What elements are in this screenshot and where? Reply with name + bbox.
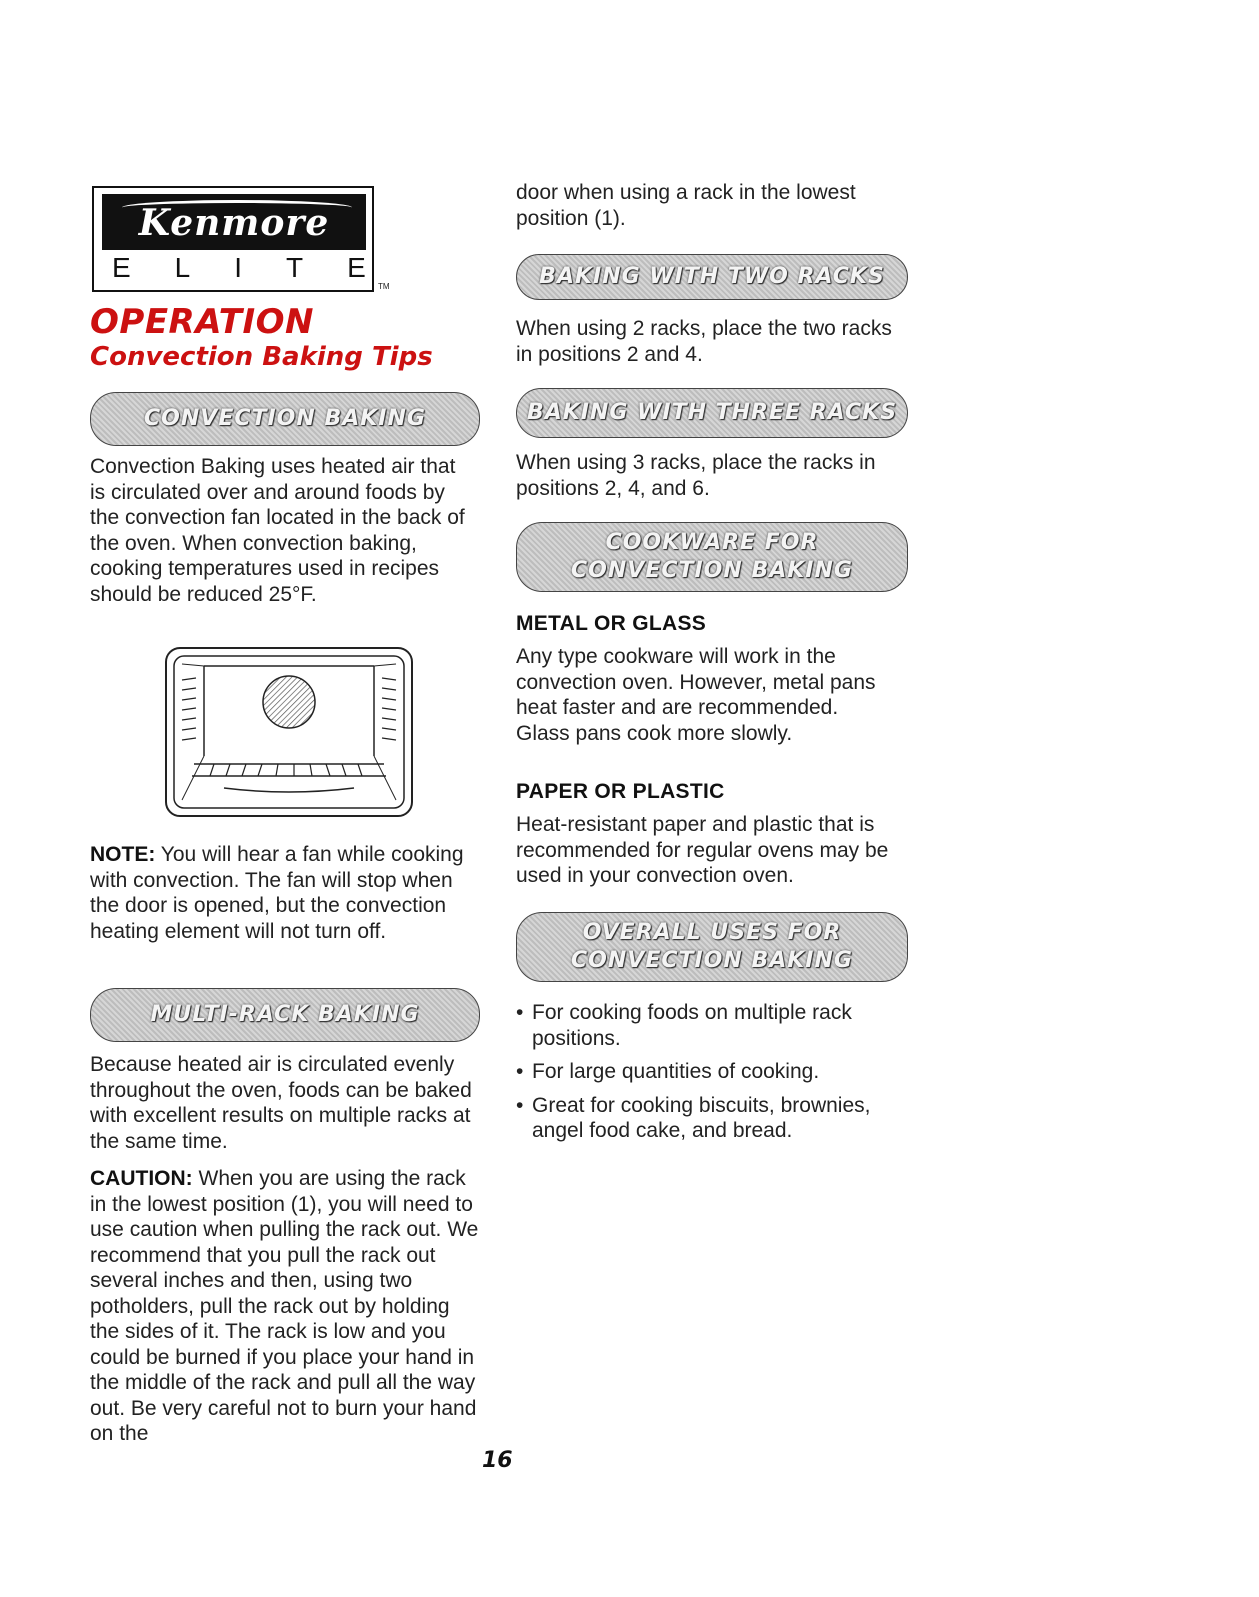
logo-brand: Kenmore [138, 202, 330, 244]
multi-rack-text: Because heated air is circulated evenly throughout the oven, foods can be baked with excellent results on multiple racks at the same time. [90, 1053, 472, 1153]
three-racks-text: When using 3 racks, place the racks in positions 2, 4, and 6. [516, 451, 876, 500]
banner-text: BAKING WITH TWO RACKS [539, 264, 885, 289]
section-banner-convection-baking [90, 392, 480, 446]
paper-plastic-text: Heat-resistant paper and plastic that is recommended for regular ovens may be used in your convection oven. [516, 813, 889, 887]
section-banner-multi-rack-baking [90, 988, 480, 1042]
logo-line: ELITE [112, 252, 410, 283]
banner-text-line2: CONVECTION BAKING [571, 558, 853, 583]
caution-continued-text: door when using a rack in the lowest position (1). [516, 181, 856, 230]
logo-banner [102, 194, 366, 250]
list-item: • For cooking foods on multiple rack positions. [516, 1000, 911, 1051]
note-label: NOTE: [90, 843, 156, 866]
section-banner-cookware [516, 522, 908, 592]
convection-baking-text: Convection Baking uses heated air that is circulated over and around foods by the convection fan located in the back of the oven. When convection baking, cooking temperatures used in recipes should be reduced 25°F. [90, 455, 465, 606]
banner-text: BAKING WITH THREE RACKS [526, 400, 898, 425]
banner-text-line1: COOKWARE FOR [605, 530, 819, 555]
banner-text-line1: OVERALL USES FOR [582, 920, 842, 945]
oven-cavity-illustration [164, 646, 414, 818]
caution-paragraph [90, 1166, 480, 1447]
note-paragraph [90, 842, 480, 944]
page-subtitle: Convection Baking Tips [90, 342, 433, 372]
banner-text: MULTI-RACK BAKING [150, 1002, 420, 1027]
list-item: • Great for cooking biscuits, brownies, angel food cake, and bread. [516, 1093, 911, 1144]
overall-uses-list [516, 1000, 911, 1152]
caution-label: CAUTION: [90, 1167, 193, 1190]
banner-text-line2: CONVECTION BAKING [571, 948, 853, 973]
section-banner-two-racks [516, 254, 908, 300]
section-banner-three-racks [516, 388, 908, 438]
list-item: • For large quantities of cooking. [516, 1059, 911, 1085]
logo-trademark: TM [378, 282, 390, 291]
metal-glass-text: Any type cookware will work in the convection oven. However, metal pans heat faster and are recommended. Glass pans cook more slowly. [516, 645, 876, 745]
metal-glass-heading: METAL OR GLASS [516, 612, 707, 635]
section-banner-overall-uses [516, 912, 908, 982]
note-text: You will hear a fan while cooking with convection. The fan will stop when the door is opened, but the convection heating element will not turn off. [90, 843, 464, 943]
paper-plastic-heading: PAPER OR PLASTIC [516, 780, 725, 803]
banner-text: CONVECTION BAKING [144, 406, 426, 431]
two-racks-text: When using 2 racks, place the two racks in positions 2 and 4. [516, 317, 892, 366]
caution-text: When you are using the rack in the lowest position (1), you will need to use caution when pulling the rack out. We recommend that you pull the rack out several inches and then, using two potholders, pull the rack out by holding the sides of it. The rack is low and you could be burned if you place your hand in the middle of the rack and pull all the way out. Be very careful not to burn your hand on the [90, 1167, 479, 1445]
page-title: OPERATION [90, 302, 314, 342]
page-number: 16 [482, 1448, 513, 1473]
